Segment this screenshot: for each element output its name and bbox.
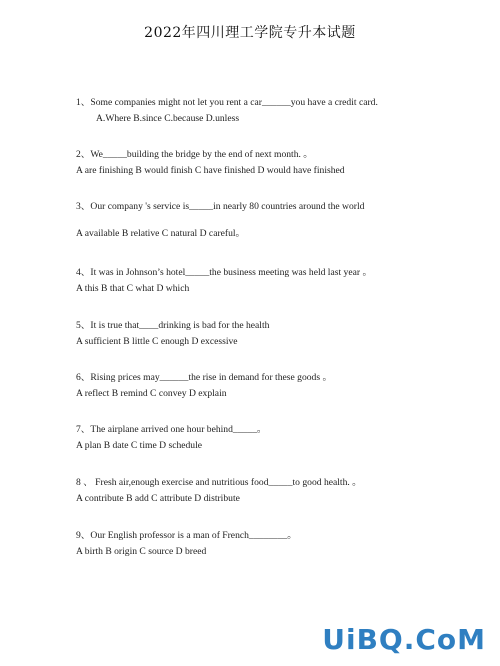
question-4-stem: 4、It was in Johnson’s hotel_____the business meeting was held last year 。: [76, 267, 373, 278]
page-title: 2022年四川理工学院专升本试题: [144, 25, 356, 41]
question-7-stem: 7、The airplane arrived one hour behind_____。: [76, 424, 267, 435]
site-watermark: UiBQ.CoM: [322, 623, 486, 656]
question-3-stem: 3、Our company 's service is_____in nearly 80 countries around the world: [76, 201, 365, 212]
question-9-options: A birth B origin C source D breed: [76, 546, 207, 557]
question-8-options: A contribute B add C attribute D distribute: [76, 493, 240, 504]
question-6-stem: 6、Rising prices may______the rise in demand for these goods 。: [76, 372, 333, 383]
question-5-stem: 5、It is true that____drinking is bad for the health: [76, 320, 270, 331]
question-1-stem: 1、Some companies might not let you rent a car______you have a credit card.: [76, 97, 378, 108]
question-2-options: A are finishing B would finish C have finished D would have finished: [76, 165, 345, 176]
question-8-stem: 8 、 Fresh air,enough exercise and nutritious food_____to good health. 。: [76, 477, 362, 488]
question-4-options: A this B that C what D which: [76, 283, 190, 294]
question-1-options: A.Where B.since C.because D.unless: [96, 113, 240, 124]
question-5-options: A sufficient B little C enough D excessive: [76, 336, 238, 347]
question-3-options: A available B relative C natural D careful。: [76, 228, 246, 239]
question-6-options: A reflect B remind C convey D explain: [76, 388, 227, 399]
question-2-stem: 2、We_____building the bridge by the end of next month. 。: [76, 149, 313, 160]
question-9-stem: 9、Our English professor is a man of French________。: [76, 530, 297, 541]
question-7-options: A plan B date C time D schedule: [76, 440, 203, 451]
